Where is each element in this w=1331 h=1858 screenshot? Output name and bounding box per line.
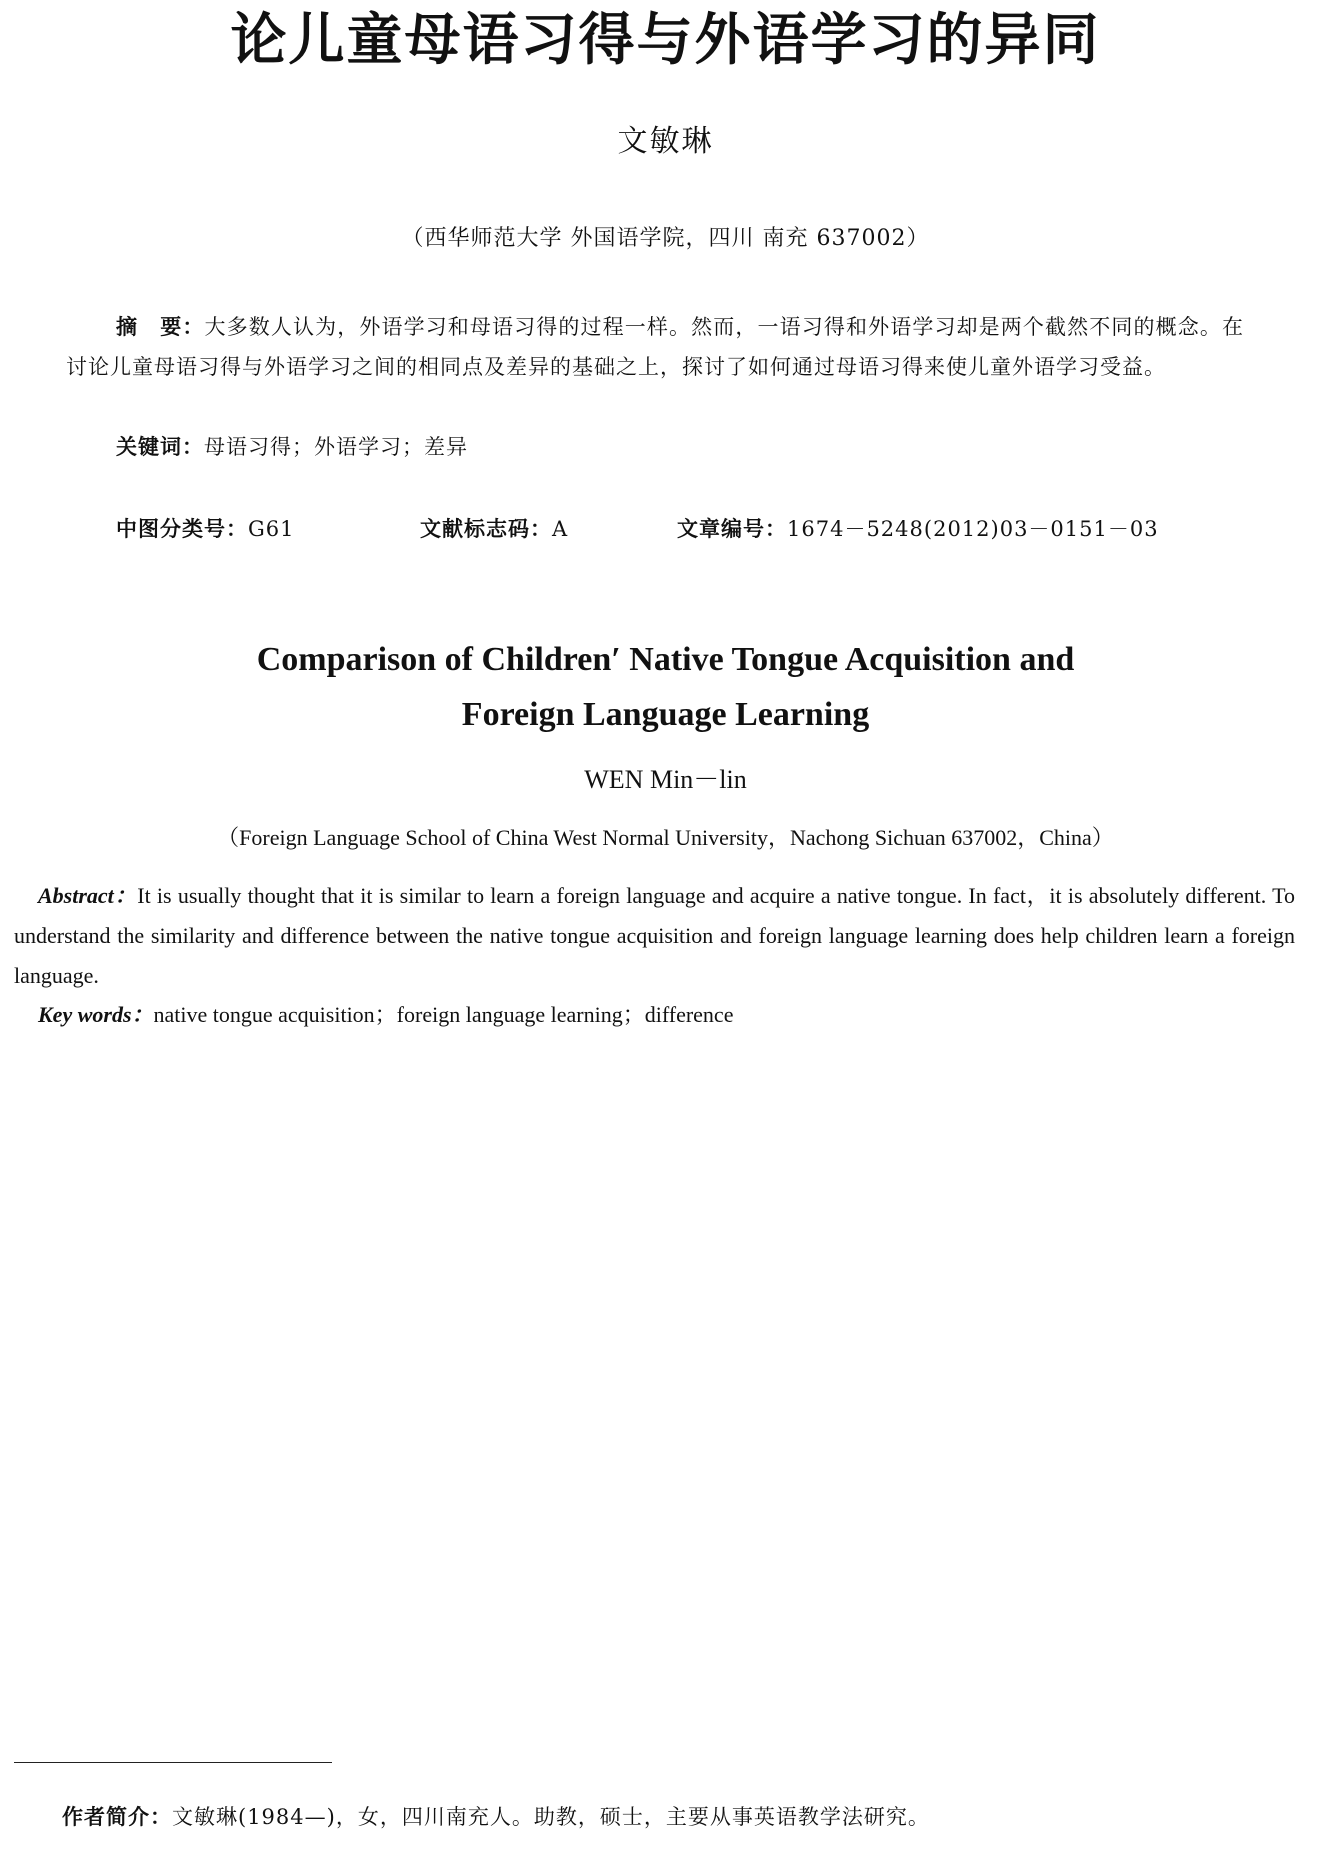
english-title	[0, 632, 1331, 742]
english-affiliation: （Foreign Language School of China West Normal University，Nachong Sichuan 637002，China）	[217, 825, 1114, 850]
footnote-divider	[14, 1762, 332, 1763]
clc-label: 中图分类号：	[116, 517, 248, 541]
author-footnote-text: 文敏琳(1984—)，女，四川南充人。助教，硕士，主要从事英语教学法研究。	[172, 1805, 930, 1829]
article-number-label: 文章编号：	[677, 517, 787, 541]
english-keywords-label: Key words：	[38, 1002, 154, 1027]
chinese-keywords	[116, 430, 1216, 464]
clc-value: G61	[248, 517, 295, 541]
english-abstract	[14, 876, 1295, 996]
author-footnote-label: 作者简介：	[62, 1805, 172, 1829]
document-code	[420, 512, 568, 546]
english-abstract-label: Abstract：	[38, 883, 138, 908]
english-abstract-text: It is usually thought that it is similar to learn a foreign language and acquire a native tongue. In fact，it is absolutely different. To understand the similarity and difference between the native tongue acquisition and foreign language learning does help children learn a foreign language.	[14, 883, 1295, 988]
english-author: WEN Min－lin	[584, 765, 747, 794]
chinese-author: 文敏琳	[617, 124, 714, 159]
chinese-abstract-text: 大多数人认为，外语学习和母语习得的过程一样。然而，一语习得和外语学习却是两个截然不同的概念。在讨论儿童母语习得与外语学习之间的相同点及差异的基础之上，探讨了如何通过母语习得来使儿童外语学习受益。	[66, 315, 1245, 379]
chinese-abstract	[66, 307, 1244, 387]
chinese-keywords-text: 母语习得；外语学习；差异	[204, 435, 468, 459]
english-title-line-2: Foreign Language Learning	[461, 696, 870, 733]
chinese-affiliation: （西华师范大学 外国语学院，四川 南充 637002）	[401, 226, 930, 251]
english-keywords	[38, 998, 1288, 1032]
document-code-label: 文献标志码：	[420, 517, 552, 541]
clc-number	[116, 512, 295, 546]
chinese-abstract-label: 摘 要：	[116, 315, 205, 339]
author-footnote	[62, 1800, 1282, 1834]
english-keywords-text: native tongue acquisition；foreign language learning；difference	[153, 1002, 734, 1027]
chinese-title: 论儿童母语习得与外语学习的异同	[230, 8, 1101, 73]
article-number-value: 1674－5248(2012)03－0151－03	[787, 517, 1159, 541]
chinese-keywords-label: 关键词：	[116, 435, 204, 459]
english-title-line-1: Comparison of Children′ Native Tongue Acquisition and	[256, 641, 1075, 678]
article-number	[677, 512, 1159, 546]
document-code-value: A	[552, 517, 569, 541]
